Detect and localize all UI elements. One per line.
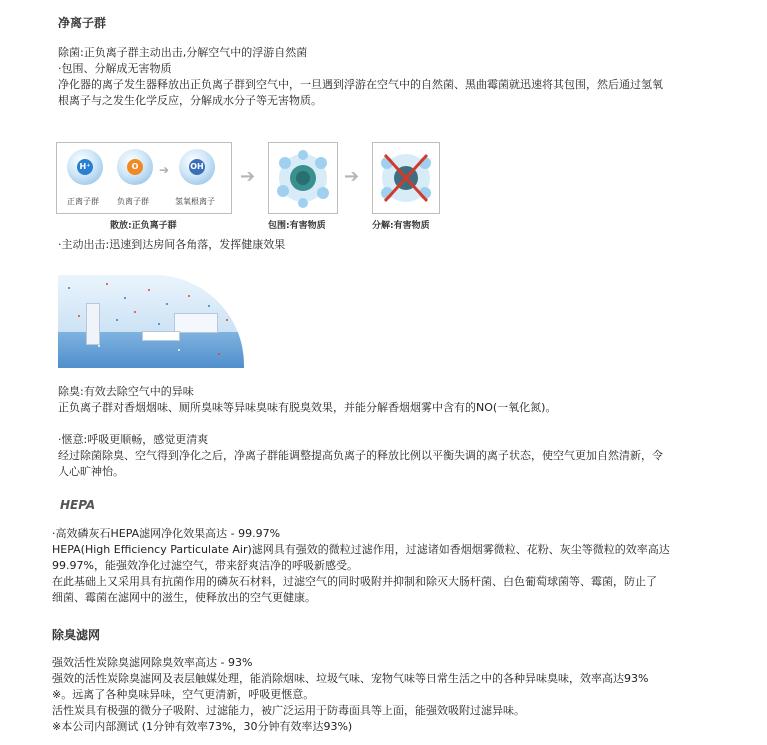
diagram-caption-decompose: 分解:有害物质 (372, 221, 430, 231)
arrow-right-icon: ➔ (240, 166, 256, 187)
room-illustration (58, 275, 244, 368)
hepa-line: 99.97%，能强效净化过滤空气，带来舒爽洁净的呼吸新感受。 (52, 559, 358, 572)
hepa-line: HEPA(High Efficiency Particulate Air)滤网具有强效的微粒过滤作用，过滤诸如香烟烟雾微粒、花粉、灰尘等微粒的效率高达 (52, 543, 670, 556)
hepa-line: 细菌、霉菌在滤网中的滋生，使释放出的空气更健康。 (52, 591, 316, 604)
section1-line: ·包围、分解成无害物质 (58, 62, 172, 75)
hepa-line: 在此基础上又采用具有抗菌作用的磷灰石材料，过滤空气的同时吸附并抑制和除灭大肠杆菌、白色葡萄球菌等、霉菌，防止了 (52, 575, 657, 588)
ion-symbol: H⁺ (77, 159, 93, 175)
ion-caption: 正离子群 (67, 197, 99, 206)
section2-line: 除臭:有效去除空气中的异味 (58, 385, 194, 398)
ion-symbol: OH (189, 159, 205, 175)
deodor-line: 活性炭具有极强的微分子吸附、过滤能力，被广泛运用于防毒面具等上面，能强效吸附过滤异味。 (52, 704, 525, 717)
section3-line: 经过除菌除臭、空气得到净化之后，净离子群能调整提高负离子的释放比例以平衡失调的离子状态，使空气更加自然清新，令 (58, 449, 663, 462)
room-table (142, 331, 180, 341)
ion-caption: 氢氧根离子 (175, 197, 215, 206)
germ-decomposed-icon (373, 143, 439, 213)
hydroxide-ion-icon (179, 149, 215, 185)
section2-text (58, 384, 556, 416)
room-cabinet (86, 303, 100, 345)
diagram-box-surround (268, 142, 338, 214)
section1-footer: ·主动出击:迅速到达房间各角落，发挥健康效果 (58, 238, 286, 251)
deodor-line: ※本公司内部测试 (1分钟有效率73%，30分钟有效率达93%) (52, 720, 353, 733)
hepa-text (52, 526, 670, 606)
arrow-right-icon: ➔ (159, 163, 170, 177)
deodor-text (52, 655, 648, 735)
diagram-box-release (56, 142, 232, 214)
diagram-caption-release: 散放:正负离子群 (110, 221, 177, 231)
ion-caption: 负离子群 (117, 197, 149, 206)
section1-line: 除菌:正负离子群主动出击,分解空气中的浮游自然菌 (58, 46, 308, 59)
section1-line: 净化器的离子发生器释放出正负离子群到空气中，一旦遇到浮游在空气中的自然菌、黑曲霉菌就迅速将其包围，然后通过氢氧 (58, 78, 663, 91)
diagram-box-decompose (372, 142, 440, 214)
section1-line: 根离子与之发生化学反应，分解成水分子等无害物质。 (58, 94, 322, 107)
deodor-line: ※。远离了各种臭味异味，空气更清新，呼吸更惬意。 (52, 688, 315, 701)
section-heading-hepa: HEPA (60, 498, 96, 512)
negative-ion-icon (117, 149, 153, 185)
section-heading-ion-cluster: 净离子群 (58, 16, 107, 30)
hepa-line: ·高效磷灰石HEPA滤网净化效果高达 - 99.97% (52, 527, 281, 540)
room-sofa (174, 313, 218, 333)
section1-text (58, 45, 663, 109)
germ-surrounded-icon (269, 143, 337, 213)
section2-line: 正负离子群对香烟烟味、厕所臭味等异味臭味有脱臭效果，并能分解香烟烟雾中含有的NO(一氧化氮)。 (58, 401, 557, 414)
deodor-line: 强效活性炭除臭滤网除臭效率高达 - 93% (52, 656, 253, 669)
arrow-right-icon: ➔ (344, 166, 360, 187)
deodor-line: 强效的活性炭除臭滤网及表层触媒处理，能消除烟味、垃圾气味、宠物气味等日常生活之中的各种异味臭味，效率高达93% (52, 672, 649, 685)
section3-line: ·惬意:呼吸更顺畅，感觉更清爽 (58, 433, 209, 446)
section3-text (58, 432, 663, 480)
positive-ion-icon (67, 149, 103, 185)
diagram-caption-surround: 包围:有害物质 (268, 221, 326, 231)
ion-symbol: O (127, 159, 143, 175)
section3-line: 人心旷神怡。 (58, 465, 124, 478)
section-heading-deodorizing-filter: 除臭滤网 (52, 628, 101, 642)
